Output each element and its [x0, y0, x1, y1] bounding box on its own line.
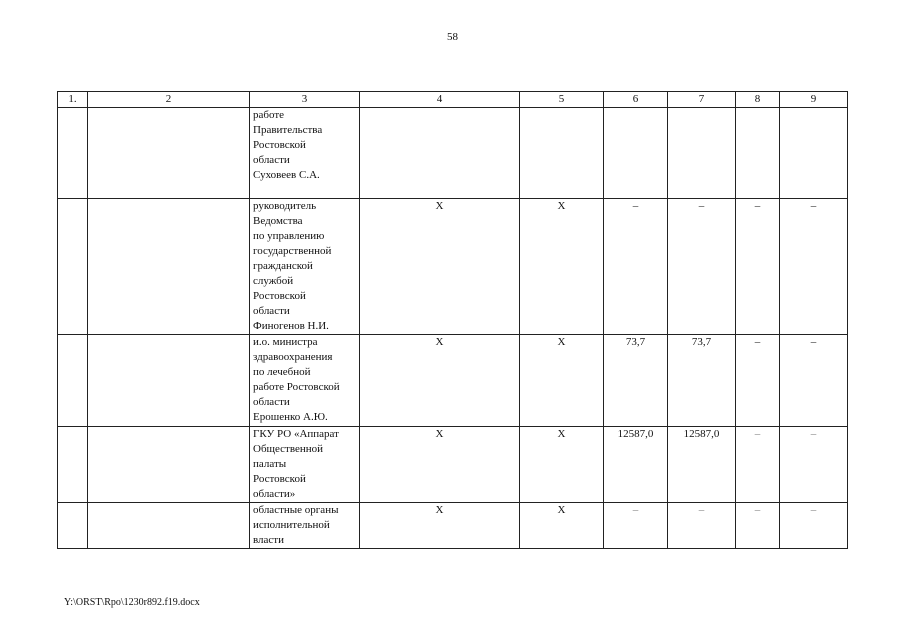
table-cell: Х — [360, 427, 520, 503]
table-row — [58, 199, 848, 335]
table-cell: Х — [360, 335, 520, 427]
column-header: 2 — [88, 92, 250, 108]
table-cell — [668, 108, 736, 199]
table-cell-description: работе Правительства Ростовской области Суховеев С.А. — [250, 108, 360, 199]
table-cell: 73,7 — [668, 335, 736, 427]
data-table — [57, 91, 848, 549]
table-cell: Х — [520, 427, 604, 503]
table-row — [58, 108, 848, 199]
table-cell-description: ГКУ РО «Аппарат Общественной палаты Ростовской области» — [250, 427, 360, 503]
table-row — [58, 503, 848, 549]
table-cell: Х — [520, 335, 604, 427]
column-header: 9 — [780, 92, 848, 108]
table-header-row — [58, 92, 848, 108]
table-cell — [58, 199, 88, 335]
table-cell: 12587,0 — [668, 427, 736, 503]
column-header: 8 — [736, 92, 780, 108]
table-cell — [360, 108, 520, 199]
column-header: 7 — [668, 92, 736, 108]
table-cell — [88, 199, 250, 335]
footer-file-path: Y:\ORST\Rpo\1230r892.f19.docx — [64, 597, 200, 608]
table-cell: – — [604, 503, 668, 549]
table-row — [58, 427, 848, 503]
table-cell — [520, 108, 604, 199]
table-cell — [88, 335, 250, 427]
table-cell-description: областные органы исполнительной власти — [250, 503, 360, 549]
table-cell: – — [736, 335, 780, 427]
table-cell — [88, 108, 250, 199]
table-cell: – — [780, 335, 848, 427]
table-cell-description: руководитель Ведомства по управлению государственной гражданской службой Ростовской области Финогенов Н.И. — [250, 199, 360, 335]
column-header: 6 — [604, 92, 668, 108]
page-number: 58 — [447, 31, 458, 43]
table-cell: – — [736, 427, 780, 503]
table-row — [58, 335, 848, 427]
table-cell: – — [604, 199, 668, 335]
column-header: 4 — [360, 92, 520, 108]
table-cell — [604, 108, 668, 199]
table-cell: – — [780, 199, 848, 335]
table-cell: 73,7 — [604, 335, 668, 427]
table-cell: Х — [520, 503, 604, 549]
table-cell: – — [780, 427, 848, 503]
table-cell — [88, 503, 250, 549]
table-cell: – — [780, 503, 848, 549]
table-cell: – — [736, 199, 780, 335]
column-header: 5 — [520, 92, 604, 108]
table-cell — [88, 427, 250, 503]
table-cell: Х — [360, 199, 520, 335]
table-cell — [736, 108, 780, 199]
column-header: 1. — [58, 92, 88, 108]
table-cell — [58, 108, 88, 199]
table-cell — [58, 503, 88, 549]
table-cell: – — [736, 503, 780, 549]
table-cell: – — [668, 199, 736, 335]
table-cell: Х — [520, 199, 604, 335]
table-cell: 12587,0 — [604, 427, 668, 503]
table-cell-description: и.о. министра здравоохранения по лечебной работе Ростовской области Ерошенко А.Ю. — [250, 335, 360, 427]
table-cell — [780, 108, 848, 199]
table-cell — [58, 335, 88, 427]
table-cell: – — [668, 503, 736, 549]
table-cell — [58, 427, 88, 503]
column-header: 3 — [250, 92, 360, 108]
table-cell: Х — [360, 503, 520, 549]
